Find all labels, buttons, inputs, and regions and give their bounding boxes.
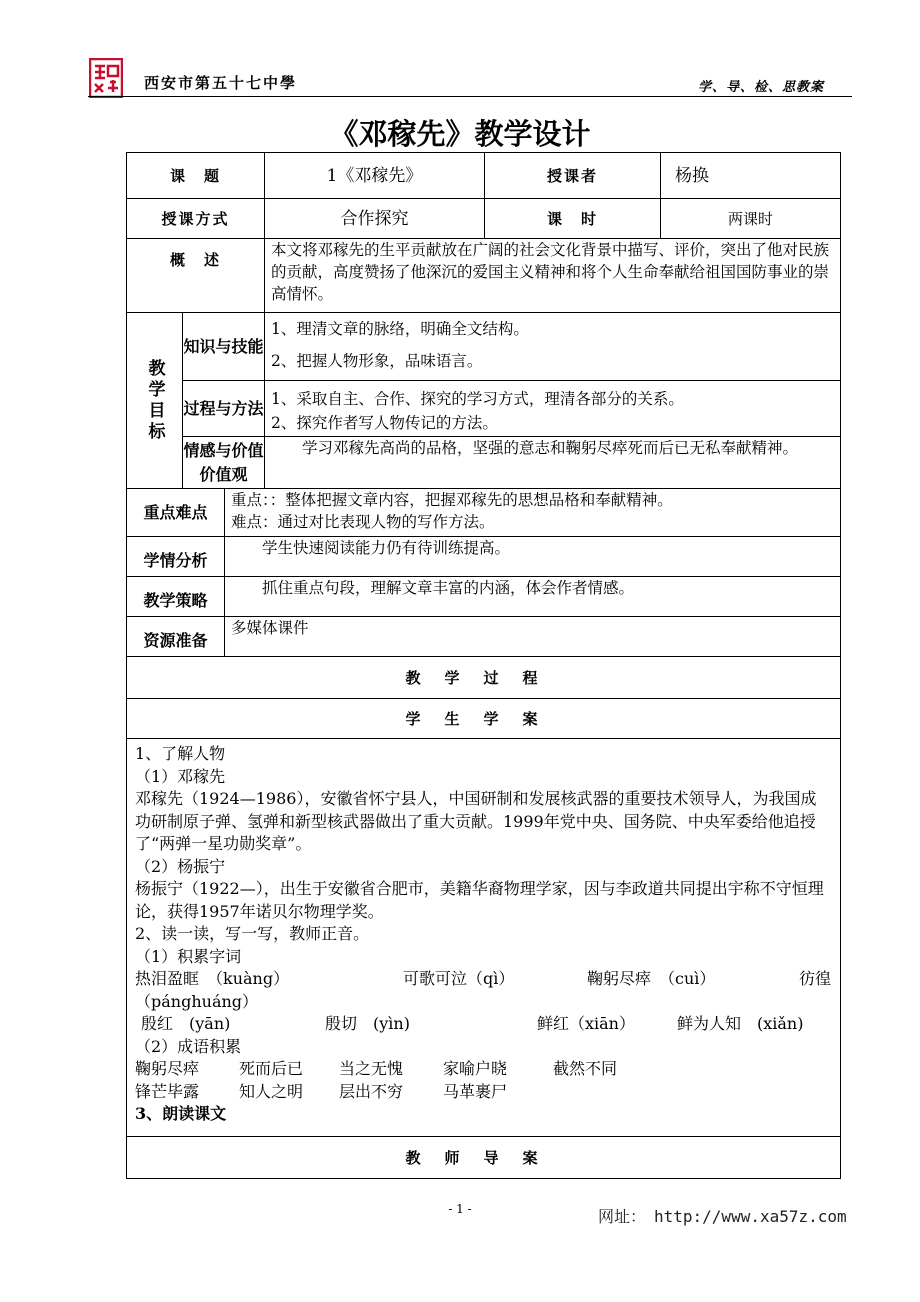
word-item: 彷徨	[799, 969, 832, 988]
strategy-value: 抓住重点句段，理解文章丰富的内涵，体会作者情感。	[225, 577, 841, 617]
topic-label: 课 题	[127, 153, 265, 199]
teacher-heading-row	[127, 1137, 841, 1179]
idiom-item: 马革裹尸	[443, 1081, 508, 1101]
teacher-value: 杨换	[661, 153, 841, 199]
word-item: 鞠躬尽瘁 （cuì）	[587, 969, 716, 988]
idiom-item: 死而后已	[239, 1059, 304, 1078]
word-item: 殷红 (yān)	[141, 1014, 231, 1033]
step-2-2-heading: （2）成语积累	[135, 1036, 242, 1056]
goals-label-cell	[127, 313, 183, 489]
process-label: 过程与方法	[183, 381, 265, 437]
section-student-heading: 学生学案	[127, 699, 841, 739]
word-item: 鲜红（xiān）	[537, 1014, 635, 1033]
word-item: 殷切 (yìn)	[325, 1014, 410, 1033]
hours-value: 两课时	[661, 199, 841, 239]
overview-row	[127, 239, 841, 313]
process-cell	[265, 381, 841, 437]
method-row	[127, 199, 841, 239]
emotion-label-line-2: 价值观	[199, 464, 248, 484]
word-item: 鲜为人知 (xiǎn)	[677, 1014, 804, 1033]
word-item: 可歌可泣（qì）	[403, 969, 515, 988]
process-item-1: 1、采取自主、合作、探究的学习方式，理清各部分的关系。	[271, 390, 684, 408]
hours-label: 课 时	[485, 199, 661, 239]
analysis-value: 学生快速阅读能力仍有待训练提高。	[225, 537, 841, 577]
emotion-label-cell	[183, 437, 265, 489]
student-heading-row	[127, 699, 841, 739]
knowledge-item-1: 1、理清文章的脉络，明确全文结构。	[271, 320, 529, 338]
step-1-heading: 1、了解人物	[135, 744, 226, 763]
idiom-item: 截然不同	[553, 1059, 618, 1078]
focus-hard: 难点：通过对比表现人物的写作方法。	[231, 513, 495, 531]
step-2-1-heading: （1）积累字词	[135, 946, 242, 966]
overview-value: 本文将邓稼先的生平贡献放在广阔的社会文化背景中描写、评价，突出了他对民族的贡献，高度赞扬了他深沉的爱国主义精神和将个人生命奉献给祖国国防事业的崇高情怀。	[265, 239, 841, 313]
topic-value: 1《邓稼先》	[265, 153, 485, 199]
header-divider	[88, 96, 852, 97]
idiom-item: 鞠躬尽瘁	[135, 1059, 200, 1078]
topic-row	[127, 153, 841, 199]
strategy-row	[127, 577, 841, 617]
knowledge-label: 知识与技能	[183, 313, 265, 381]
student-plan-row	[127, 739, 841, 1137]
step-1-2-heading: （2）杨振宁	[135, 856, 226, 876]
school-name: 西安市第五十七中學	[144, 74, 298, 92]
strategy-label: 教学策略	[127, 577, 225, 617]
analysis-row	[127, 537, 841, 577]
resource-row	[127, 617, 841, 657]
student-plan-body	[127, 739, 841, 1137]
analysis-label: 学情分析	[127, 537, 225, 577]
emotion-value: 学习邓稼先高尚的品格，坚强的意志和鞠躬尽瘁死而后已无私奉献精神。	[265, 437, 841, 489]
idiom-item: 层出不穷	[339, 1081, 404, 1101]
words-row-1	[135, 968, 832, 991]
overview-label: 概 述	[127, 239, 265, 313]
knowledge-item-2: 2、把握人物形象，品味语言。	[271, 352, 483, 370]
words-row-1-continued: （pánghuáng）	[135, 991, 259, 1011]
focus-cell	[225, 489, 841, 537]
step-1-1-heading: （1）邓稼先	[135, 766, 226, 786]
focus-label: 重点难点	[127, 489, 225, 537]
lesson-plan-table	[126, 152, 841, 1179]
idiom-item: 知人之明	[239, 1081, 304, 1101]
yang-zhenning-bio: 杨振宁（1922—），出生于安徽省合肥市，美籍华裔物理学家，因与李政道共同提出宇称不守恒理论，获得1957年诺贝尔物理学奖。	[135, 879, 824, 921]
idiom-item: 当之无愧	[339, 1059, 404, 1078]
goal-process-row	[127, 381, 841, 437]
teacher-label: 授课者	[485, 153, 661, 199]
method-label: 授课方式	[127, 199, 265, 239]
process-item-2: 2、探究作者写人物传记的方法。	[271, 414, 498, 432]
idioms-row-1	[135, 1058, 832, 1081]
idioms-row-2	[135, 1081, 832, 1104]
resource-label: 资源准备	[127, 617, 225, 657]
goal-emotion-row	[127, 437, 841, 489]
process-heading-row	[127, 657, 841, 699]
website-url: 网址： http://www.xa57z.com	[598, 1207, 847, 1226]
focus-row	[127, 489, 841, 537]
knowledge-cell	[265, 313, 841, 381]
school-logo-seal	[89, 58, 123, 98]
page-title: 《邓稼先》教学设计	[329, 117, 591, 151]
step-3-heading: 3、朗读课文	[135, 1104, 227, 1123]
words-row-2	[135, 1013, 832, 1036]
word-item: 热泪盈眶 （kuàng）	[135, 969, 290, 988]
goal-knowledge-row	[127, 313, 841, 381]
step-2-heading: 2、读一读，写一写，教师正音。	[135, 924, 370, 943]
goals-label: 教学目标	[144, 358, 165, 443]
idiom-item: 锋芒毕露	[135, 1081, 200, 1101]
method-value: 合作探究	[265, 199, 485, 239]
page-number: - 1 -	[448, 1202, 472, 1216]
emotion-label-line-1: 情感与价值	[183, 440, 264, 460]
idiom-item: 家喻户晓	[443, 1059, 508, 1078]
section-process-heading: 教学过程	[127, 657, 841, 699]
resource-value: 多媒体课件	[225, 617, 841, 657]
header-motto: 学、导、检、思教案	[697, 80, 824, 95]
focus-key: 重点：：整体把握文章内容，把握邓稼先的思想品格和奉献精神。	[231, 491, 673, 509]
section-teacher-heading: 教师导案	[127, 1137, 841, 1179]
deng-jiaxian-bio: 邓稼先（1924—1986），安徽省怀宁县人，中国研制和发展核武器的重要技术领导人，为我国成功研制原子弹、氢弹和新型核武器做出了重大贡献。1999年党中央、国务院、中央军委给他追授了“两弹一星功勋奖章”。	[135, 789, 817, 853]
